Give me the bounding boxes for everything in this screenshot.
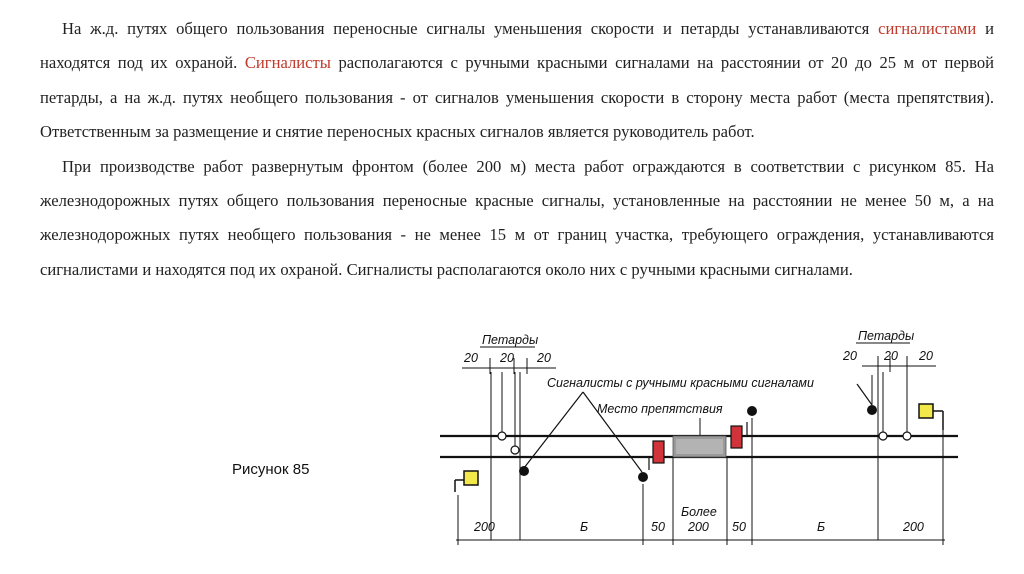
dim-center-200: 200 xyxy=(688,520,709,534)
figure-caption: Рисунок 85 xyxy=(232,461,310,478)
right-distance-2: 20 xyxy=(884,349,898,363)
left-petard-1 xyxy=(498,432,506,440)
left-yellow-signal xyxy=(464,471,478,485)
left-petard-2 xyxy=(511,446,519,454)
paragraph-1-part-2: и находятся под их охраной. xyxy=(40,19,995,73)
left-distance-1: 20 xyxy=(464,351,478,365)
right-red-signal xyxy=(731,426,742,448)
right-yellow-signal xyxy=(919,404,933,418)
dim-50-right: 50 xyxy=(732,520,746,534)
petards-right-label: Петарды xyxy=(858,329,915,343)
dim-b-right: Б xyxy=(817,520,826,534)
left-distance-3: 20 xyxy=(537,351,551,365)
obstacle-zone-hatch xyxy=(676,439,723,454)
highlight-signalmen-2: Сигналисты xyxy=(244,53,331,73)
right-petard-2 xyxy=(903,432,911,440)
signalmen-label: Сигналисты с ручными красными сигналами xyxy=(547,376,814,390)
obstacle-label: Место препятствия xyxy=(597,402,723,416)
paragraph-2: При производстве работ развернутым фронтом (более 200 м) места работ ограждаются в соответствии с рисунком 85. На железнодорожных путях общего пользования переносные красные сигналы, установленные на расстоянии не менее 50 м, а на железнодорожных путях необщего пользования - не менее 15 м от границ участка, требующего ограждения, устанавливаются сигналистами и находятся под их охраной. Сигналисты располагаются около них с ручными красными сигналами. xyxy=(40,156,994,279)
dim-50-left: 50 xyxy=(651,520,665,534)
dim-more: Более xyxy=(681,505,717,519)
petards-left-label: Петарды xyxy=(482,333,539,347)
paragraph-1-part-1: На ж.д. путях общего пользования переносные сигналы уменьшения скорости и петарды устанавливаются xyxy=(62,19,879,38)
dim-left-200: 200 xyxy=(474,520,495,534)
center-left-signalman xyxy=(638,472,648,482)
left-distance-2: 20 xyxy=(500,351,514,365)
right-distance-1: 20 xyxy=(843,349,857,363)
center-right-signalman xyxy=(747,406,757,416)
paragraph-1-part-3: располагаются с ручными красными сигналами на расстоянии от 20 до 25 м от первой петарды, а на ж.д. путях необщего пользования - от сигналов уменьшения скорости в сторону места работ (места препятствия). Ответственным за размещение и снятие переносных красных сигналов является руководитель работ. xyxy=(40,53,994,142)
right-distance-3: 20 xyxy=(919,349,933,363)
right-signalman xyxy=(867,405,877,415)
dim-right-200: 200 xyxy=(903,520,924,534)
highlight-signalmen: сигналистами xyxy=(878,19,977,38)
left-red-signal xyxy=(653,441,664,463)
right-petard-1 xyxy=(879,432,887,440)
signalmen-pointer-3 xyxy=(857,384,872,405)
dim-b-left: Б xyxy=(580,520,589,534)
